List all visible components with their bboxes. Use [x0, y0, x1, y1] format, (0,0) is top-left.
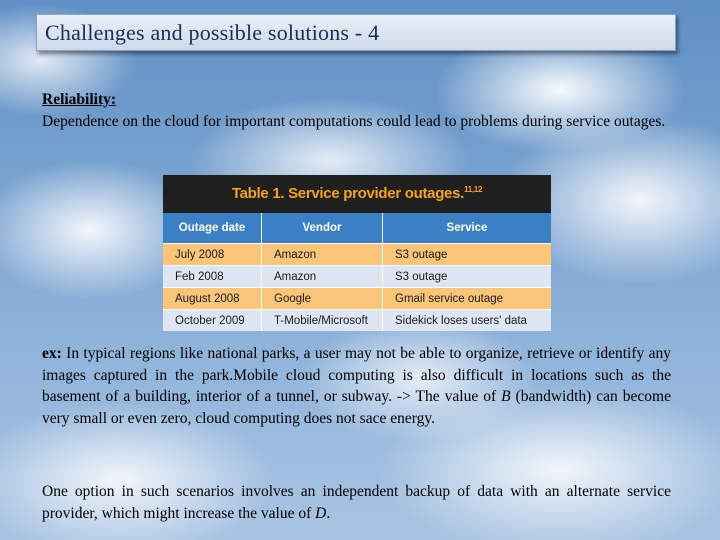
cell-service: S3 outage [383, 244, 552, 266]
cell-service: Sidekick loses users' data [383, 310, 552, 332]
outages-table [163, 213, 551, 331]
cell-vendor: Amazon [262, 266, 383, 288]
slide-title: Challenges and possible solutions - 4 [45, 20, 380, 45]
example-paragraph [42, 343, 671, 429]
table-row [163, 310, 551, 332]
cell-service: S3 outage [383, 266, 552, 288]
cell-outage-date: July 2008 [163, 244, 262, 266]
solution-paragraph [42, 481, 671, 524]
table-caption-refs: 11,12 [464, 185, 483, 194]
slide-title-box [36, 14, 676, 51]
header-outage-date: Outage date [163, 213, 262, 244]
example-text-2: (bandwidth) can become very small or even zero, cloud computing does not sace energy. [42, 388, 671, 427]
table-row [163, 288, 551, 310]
solution-text-2: . [326, 504, 331, 522]
cell-vendor: Amazon [262, 244, 383, 266]
example-label: ex: [42, 345, 62, 362]
header-service: Service [383, 213, 552, 244]
cell-service: Gmail service outage [383, 288, 552, 310]
table-caption-text: Table 1. Service provider outages. [231, 185, 465, 202]
reliability-heading: Reliability: [42, 91, 117, 108]
cell-vendor: T-Mobile/Microsoft [262, 310, 383, 332]
cell-outage-date: October 2009 [163, 310, 262, 332]
cell-vendor: Google [262, 288, 383, 310]
variable-d: D [315, 504, 327, 522]
solution-text-1: One option in such scenarios involves an independent backup of data with an alternate service provider, which might increase the value of [42, 483, 671, 522]
cell-outage-date: Feb 2008 [163, 266, 262, 288]
table-row [163, 244, 551, 266]
table-row [163, 266, 551, 288]
table-caption [163, 175, 551, 213]
variable-b: B [501, 388, 511, 405]
cell-outage-date: August 2008 [163, 288, 262, 310]
table-header-row [163, 213, 551, 244]
header-vendor: Vendor [262, 213, 383, 244]
example-text-1: In typical regions like national parks, a user may not be able to organize, retrieve or identify any images captured in the park.Mobile cloud computing is also difficult in locations such as the basement of a building, interior of a tunnel, or subway. -> The value of [42, 345, 671, 405]
reliability-text: Dependence on the cloud for important computations could lead to problems during service outages. [42, 112, 666, 130]
outages-table-figure [163, 175, 551, 330]
reliability-section [42, 89, 671, 132]
